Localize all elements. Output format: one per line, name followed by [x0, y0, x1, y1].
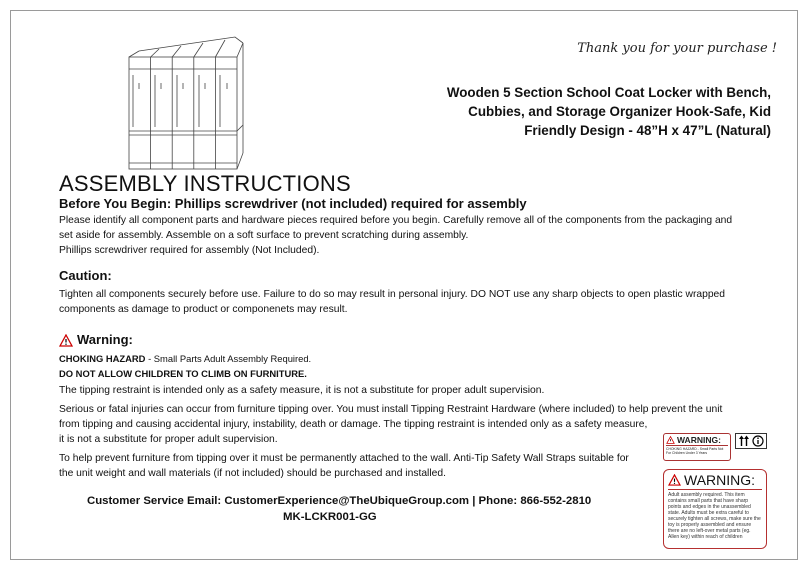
page-title: ASSEMBLY INSTRUCTIONS	[59, 171, 351, 196]
big-label-heading: WARNING:	[684, 472, 756, 488]
warning-triangle-icon	[666, 436, 675, 444]
tipping-para-1: The tipping restraint is intended only as a safety measure, it is not a substitute for proper adult supervision.	[59, 385, 545, 396]
this-way-up-icon	[738, 435, 750, 447]
customer-service-contact: Customer Service Email: CustomerExperience@TheUbiqueGroup.com | Phone: 866-552-2810	[87, 495, 592, 507]
big-label-text: Adult assembly required. This item contains small parts that have sharp points and edges in the unassembled state. Adults must be extra careful to securely tighten all screws, make sure the toy is properly assembled and ensure there are no left-over metal parts (eg. Allen key) within reach of children	[668, 492, 761, 540]
tipping-para-3	[59, 451, 659, 481]
no-climb-warning: DO NOT ALLOW CHILDREN TO CLIMB ON FURNITURE.	[59, 368, 307, 379]
tipping-line: the unit weight and wall materials (if not included) should be purchased and installed.	[59, 468, 446, 479]
choking-hazard-label: CHOKING HAZARD	[59, 353, 146, 364]
small-warning-label	[663, 433, 731, 461]
warning-triangle-icon	[59, 334, 73, 347]
before-line: Phillips screwdriver required for assembly (Not Included).	[59, 245, 320, 256]
product-sku: MK-LCKR001-GG	[283, 511, 377, 523]
choking-hazard-line	[59, 351, 759, 366]
small-label-heading-row	[666, 435, 728, 446]
tipping-line: Serious or fatal injuries can occur from furniture tipping over. You must install Tipping Restraint Hardware (where included) to help prevent the unit	[59, 404, 723, 415]
package-symbols	[735, 433, 767, 449]
before-you-begin-section	[59, 195, 759, 258]
warning-heading-row	[59, 331, 759, 349]
info-icon	[752, 435, 764, 447]
tipping-para-2	[59, 402, 759, 447]
caution-heading: Caution:	[59, 268, 112, 283]
before-line: set aside for assembly. Assemble on a soft surface to prevent scratching during assembly.	[59, 230, 469, 241]
caution-section	[59, 267, 759, 317]
thank-you-note: Thank you for your purchase !	[577, 41, 777, 56]
tipping-line: from tipping and causing accidental injury, instability, death or damage. The tipping restraint is intended only as a safety measure,	[59, 419, 648, 430]
big-label-heading-row	[668, 472, 762, 490]
caution-line: components as damage to product or componenets may result.	[59, 304, 348, 315]
locker-illustration	[119, 35, 259, 171]
tipping-line: it is not a substitute for proper adult supervision.	[59, 434, 278, 445]
warning-heading: Warning:	[77, 332, 133, 347]
tipping-line: To help prevent furniture from tipping over it must be permanently attached to the wall. Anti-Tip Safety Wall Straps suitable for	[59, 453, 629, 464]
instruction-sheet	[10, 10, 798, 560]
small-label-text: CHOKING HAZARD - Small Parts Not For Children Under 3 Years	[666, 447, 724, 455]
choking-hazard-text: - Small Parts Adult Assembly Required.	[145, 353, 312, 364]
adult-assembly-warning-label	[663, 469, 767, 549]
small-label-heading: WARNING:	[677, 435, 721, 445]
warning-section	[59, 331, 759, 381]
before-line: Please identify all component parts and hardware pieces required before you begin. Carefully remove all of the components from the packaging and	[59, 215, 733, 226]
warning-triangle-icon	[668, 474, 681, 486]
product-title: Wooden 5 Section School Coat Locker with Bench, Cubbies, and Storage Organizer Hook-Safe, Kid Friendly Design - 48”H x 47”L (Natural)	[446, 85, 771, 138]
caution-line: Tighten all components securely before use. Failure to do so may result in personal injury. DO NOT use any sharp objects to open plastic wrapped	[59, 289, 726, 300]
before-heading: Before You Begin: Phillips screwdriver (not included) required for assembly	[59, 196, 527, 211]
